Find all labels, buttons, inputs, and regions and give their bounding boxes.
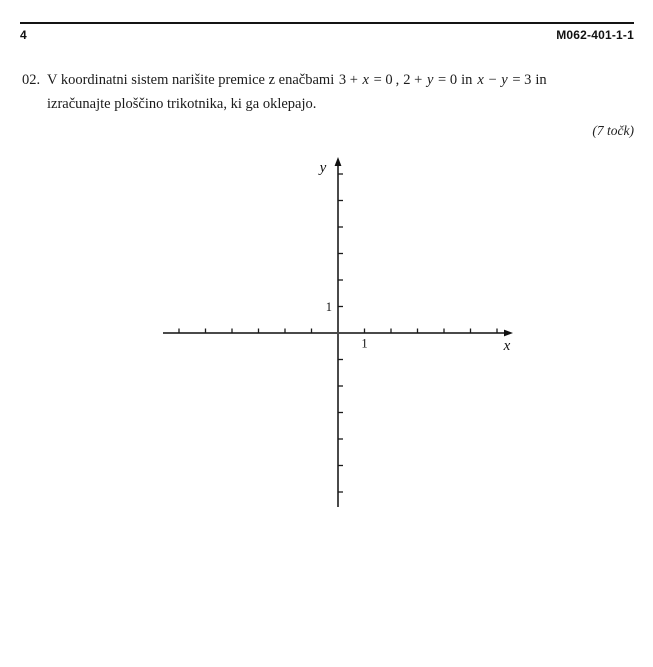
equation-1-post: = 0 <box>369 72 393 88</box>
equation-1 <box>338 72 394 88</box>
equation-3 <box>475 72 532 88</box>
equation-2-pre: 2 + <box>403 72 426 88</box>
question-intro: V koordinatni sistem narišite premice z enačbami <box>47 72 335 88</box>
question-number: 02. <box>22 72 41 88</box>
points-label: (7 točk) <box>592 123 634 138</box>
equation-1-var: x <box>362 72 369 88</box>
y-tick-label: 1 <box>325 300 332 314</box>
question-line-1 <box>47 68 630 92</box>
doc-code: M062-401-1-1 <box>556 28 634 42</box>
x-tick-label: 1 <box>361 336 368 351</box>
x-axis-arrow <box>504 330 513 337</box>
equation-2-post: = 0 <box>434 72 458 88</box>
question-block <box>22 68 630 116</box>
separator-comma: , <box>395 72 400 88</box>
y-axis-label: y <box>319 160 327 176</box>
page-number: 4 <box>20 28 27 42</box>
equation-3-mid: − <box>484 72 501 88</box>
equation-3-post: = 3 <box>508 72 532 88</box>
conjunction-2: in <box>535 72 547 88</box>
equation-1-pre: 3 + <box>338 72 362 88</box>
equation-2-var: y <box>426 72 434 88</box>
equation-3-var1: x <box>477 72 484 88</box>
x-axis-label: x <box>503 338 511 354</box>
equation-3-var2: y <box>501 72 508 88</box>
equation-2 <box>402 72 458 88</box>
conjunction-1: in <box>461 72 473 88</box>
y-axis-arrow <box>335 157 342 166</box>
question-text <box>47 68 630 116</box>
question-line-2: izračunajte ploščino trikotnika, ki ga oklepajo. <box>47 96 317 112</box>
header-rule <box>20 22 634 24</box>
